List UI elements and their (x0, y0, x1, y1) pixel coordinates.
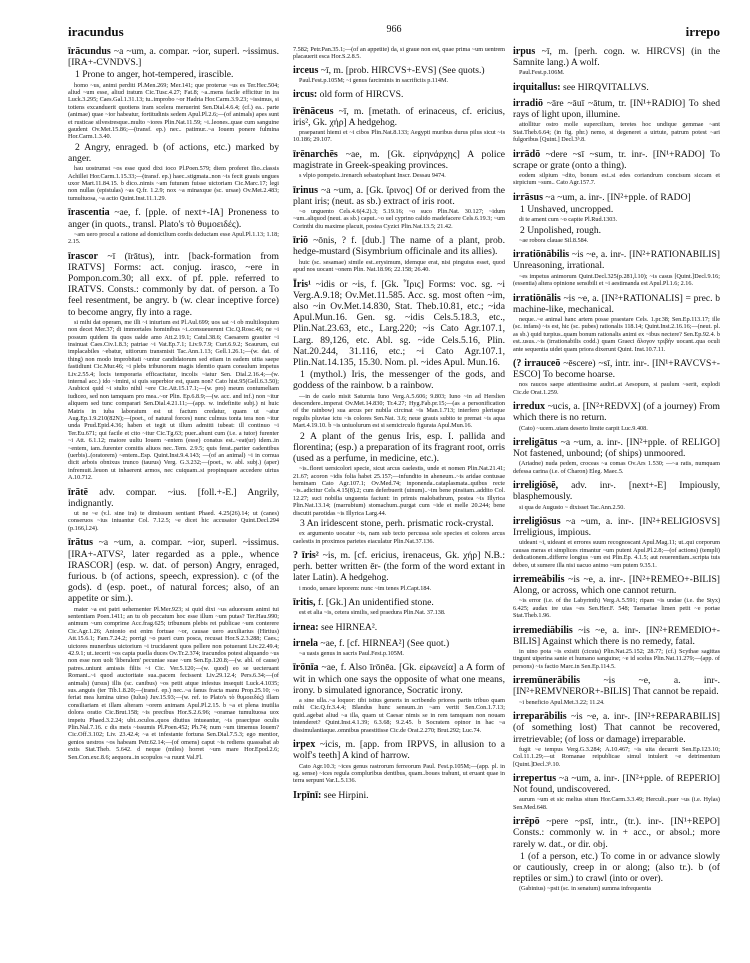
definition: ~is ~e, a. inr-. [IN²+REPARABILIS] (of something lost) That cannot be recovered, irretrievable; (of loss or damage) irreparable. (513, 711, 720, 745)
definition: ~a ~um, a. inr-. [IN²+pple. of RADO] (545, 191, 691, 203)
dictionary-entry (293, 638, 505, 658)
entry-header (513, 816, 720, 850)
dictionary-entry (293, 279, 505, 546)
citations: mater ~a est patri uehementer Pl.Mer.923; si quid dixi ~us aduorsum animi tui sententiam Poen.1411; an tu ob peccatum hoc esse illum ~um putas? Ter.Hau.990; animum ~um comprime Acc.frag.625; tribunum plebis rei publicae ~um conterere Cic.Agr.1.26; Antonio est enim fortuae ~or, causae uero auxiliarius (Hirtius) Att.15.6.1; Fam.7.24.2; porrigi ~o pueri cum posca, recusat Hor.S.2.3.288; Caes.; uictores muneribus uictorium ~i trucidarent quos pellere non potuerant Liv.22.49.4; 42.9.1; ut..tecerit ~os capta puella duces Ov.Tr.2.374; iracundos potest aliquando ~us non esse non uolt 'liberalem' pecuniae suae ~um Sen.Ep.120.8;—(w. abl. of cause) patres..uniunt amissis filiis ~i Cic. Ver.5.120;—(w. quod) eo se uecteruant Romani..~i quod auctoritate sua..pacem fecissent Liv.29.12.4; Pers.6.34;—(of animals) (ursus) illis (sc. canibus) ~os petit atque infestus insequit Luck.4.1035; sus..anguis (ter Tib.1.8.20;—(transf. ep.) nec..~a fanus fracta manu Prop.25.10; ~o feriat mea lumina uirso (Iulus) Juv.15.93;—(w. ref. to Plato's τὸ θυμοειδές) illam consiliariam et illam alteram ~orem animam Apul.Pl.2.15. b ~a et plena inutilia dolora oratio Cic.Brut.158; ~is precibus Hor.S.2.6.96; ~oramae tumultuosa uox impetu Phaed.3.2.24; ubi..oculos..quos diutius intueantur, ~is praecipue oculis Plin.Nal.7.16. c dis meis ~issumis Pl.Poen.452; Ph.74; num ~um timemus Iouem? Cic.Off.3.102; Liv. 23.42.4; ~a et infestante fortuna Sen.Dial.7.5.3; ego mentior, genios uestros ~os habeam Petr.62.14;—(of omens) caput ~is rediens quassabat ab extis Stat.Theb. 5.642. d neque (miles) horret ~um mare Hor.Epod.2.6; Sen.Con.exc.8.6; aequora..in scopulos ~a ruunt Val.Fl. (68, 605, 279, 761)
dictionary-entry (513, 98, 720, 144)
dictionary-entry (293, 622, 505, 633)
definition: ~ae, m. [Gk. εἰρηνάρχης] A police magistrate in Greek-speaking provinces. (293, 148, 506, 172)
headword: īrōnīa (293, 662, 319, 674)
entry-header (293, 106, 505, 128)
definition: adv. compar. ~ius. [foll.+-E.] Angrily, indignantly. (68, 486, 279, 509)
headword: īrācundus (68, 46, 111, 57)
entry-header (68, 251, 279, 318)
entry-header (293, 235, 505, 257)
dictionary-entry (513, 711, 720, 768)
dictionary-entry (513, 401, 720, 432)
citations: in uino pota ~is existit (cicuta) Plin.Nat.25.152; 28.77; (cf.) Scythae sagittas tingunt uiperina sanie et humano sanguine; ~e id scelus Plin.Nat.11.279;—(app. of persons) ~is factio Marc.in Sen.Ep.114.5. (513, 648, 720, 670)
citations: fugit ~e tempus Verg.G.3.284; A.10.467; ~is uita decurrit Sen.Ep.123.10; Col.11.1.29;—ut Romanae reipublicae simul intulerit ~e detrimentum [Quint.]Decl.3ᵇ.10. (513, 745, 720, 768)
dictionary-entry (513, 358, 720, 396)
citations: i modo, uenare leporem: nunc ~im tenes Pl.Capt.184. (299, 584, 432, 592)
headword: irpex (293, 739, 316, 751)
citations: hau uostrumst ~os esse quod dixi ioco Pl.Poen.579; diem proferet Ilio..classis Achillei Hor.Carm.1.15.33;—(transf. ep.) haec..stigmata..non ~is fecit grauis ungues uxor Mart.11.84.15. b dico..nimis ~am futuram fuisse uictoriam Cic.Marc.17; legi non nullas (epistulas) ~as Q.fr. 1.2.9; nox ~a minaxque (sc. ursae) Ov.Met.2.483; tumultuosa, ~a actio Quint.Inst.11.1.29. (68, 165, 279, 202)
headword: irratiōnālis (513, 292, 561, 304)
definition: ~ī (īrātus), intr. [back-formation from IRATVS] Forms: act. conjug. irasco, ~ere in Pompon.com.30; all exx. of pf. pple. referred to IRATVS. Consts.: commonly by dat. of person. a To feel resentment, be angry. b (w. clear inceptive force) to become angry, fly into a rage. (68, 250, 279, 318)
headword: īrātē (68, 486, 88, 498)
citations: uideant ~i, uideant et errores suum recognoscant Apul.Mag.11; ut..qui corporum causas meras et simplices rimantur ~um putent Apul.Pl.2.8;—(of actions) (templi) dedicationem..differre longius ~um est Plin.Ep. 4.1.5; aut reuerentiam..scripta tuis debeo, ut sumere illa nisi uacuo animo ~um putem 9.35.1. (513, 539, 720, 569)
definition: ~ucis, a. [IN²+REDVX] (of a journey) From which there is no return. (513, 401, 720, 424)
entry-header (513, 675, 720, 697)
definition: ~ae, f. [pple. of next+-IA] Proneness to anger (in quots., transl. Plato's τὸ θυμοειδές). (68, 207, 280, 230)
dictionary-entry (513, 293, 720, 353)
dictionary-entry (513, 574, 720, 620)
entry-header (513, 401, 720, 423)
dictionary-entry (513, 437, 720, 475)
dictionary-entry (293, 65, 505, 85)
sense-definition: 1 (of a person, etc.) To come in or advance slowly or cautiously, creep in or along; (also tr.). b (of reptiles or sim.) to crawl (into or over). (513, 850, 720, 885)
headword: irradiō (513, 98, 543, 110)
definition: ~a ~um, a. inr-. [IN²+RELIGIOSVS] Irreligious, impious. (513, 516, 720, 539)
sense-definition: 1 Prone to anger, hot-tempered, irascible. (75, 69, 234, 81)
running-head-last-word: irrepo (685, 24, 720, 39)
page-number: 966 (386, 24, 402, 35)
definition: ~a ~um, a. inr-. [IN²+pple. of REPERIO] Not found, undiscovered. (513, 772, 720, 796)
entry-header (293, 662, 505, 696)
citations: est et alia ~is, cetera similis, sed praedura Plin.Nat. 37.138. (299, 609, 446, 617)
entry-header (293, 89, 505, 100)
headword: irratiōnābilis (513, 249, 570, 261)
entry-header (513, 82, 720, 93)
definition: see Hirpini. (323, 789, 369, 801)
sense-definition: 2 Unpolished, rough. (520, 224, 602, 236)
definition: ~ī, m. [metath. of erinaceus, cf. ericius, iris², Gk. χήρ] A hedgehog. (293, 105, 505, 128)
definition: ~is ~e, a. inr-. [IN²+RATIONABILIS] Unreasoning, irrational. (513, 249, 720, 272)
entry-header (68, 207, 279, 229)
headword: irreligiōsē, (513, 480, 559, 492)
citations: di te ament cum ~o capite Pl.Rud.1303. (519, 216, 618, 224)
headword: ? īris² (293, 550, 319, 562)
citations: aurum ~um et sic melius situm Hor.Carm.3.3.49; Herculi..puer ~us (i.e. Hylas) Sen.Med.648. (513, 796, 720, 811)
headword: īrinus (293, 184, 319, 196)
definition: see HIRQVITALLVS. (563, 81, 649, 93)
dictionary-entry (513, 816, 720, 893)
citations: ~am uero procul a ratione ad domicilium cordis deductam esse Apul.Pl.1.13; 1.18; 2.15. (68, 230, 279, 246)
entry-header (68, 487, 279, 509)
headword: irremūnerābilis (513, 675, 581, 687)
headword: irreligiōsus (513, 516, 561, 527)
citations: ~o unguento Cels.4.6(4.2).3; 5.19.16; ~o suco Plin.Nat. 30.127; ~idum ~um..aliquod (neut. as sb.) caput..~o uel cyprino calido madefacere Cels.6.19.3; ~um Corinthi diu maxime placuit, postea Cyzici Plin.Nat.13.5; 21.42. (293, 208, 505, 230)
definition: ~āre ~āuī ~ātum, tr. [IN¹+RADIO] To shed rays of light upon, illumine. (513, 98, 720, 121)
entry-header (68, 46, 279, 68)
citations: —in de caelo misit Saturnia Iuno Verg.A.5.606; 9.803; Iuno ~in ad Herslien descendere..imperat Ov.Met.14.830; Tr.4.27; Hyg.Fab.pr.15;—(as a personification of the rainbow) sua arcus per nubila circinat ~is Man.1.713; interfero plerisque regulis pluviae ictu ~is colores Sen.Nat. 3.6; neue grauis subito te premat ~is aqua Mart.4.19.10. b ~is uniuolurum est si semicirculo figurata Apul.Mun.16. (293, 392, 505, 430)
dictionary-entry (293, 235, 505, 273)
dictionary-entry (68, 537, 279, 761)
headword: (? irrauceō (513, 357, 561, 369)
headword: īrēnāceus (293, 105, 334, 117)
citations: neque..~e animal hanc artem posse praestare Cels. 1.pr.38; Sen.Ep.113.17; ille (sc. infans) ~is est, hic (sc. pubes) rationalis 118.14; Quint.Inst.2.16.16;—(neut. pl. as sb.) quid turpius..quam bonum rationalis animi ex ~ibus nectere? Sen.Ep.92.4. b est..usus..~is (irrationabilis codd.) quam Graeci ἄλογον τριβήν uocant..qua oculi ante sequentia uidet quam priora dixerunt Quint. Inst.10.7.11. (513, 315, 720, 353)
citations: homo ~us, animi perditi Pl.Men.269; Mer.141; que proterue ~us es Ter.Hec.504; aliud ~um esse, aliud iratum Cic.Tusc.4.27; Fat.8; ~a..mens facile efficitur in ira Luck.3.295; Caes.Gal.1.31.13; tu..improbo ~or Hadria Hor.Carm.3.9.23; ~issimus, si totiens excanduerit quotiens iram scelera meruerint Sen.Dial.4.6.4; (cf.) ea.. parte (animae) quae ~ior habeatur, fortitudinis sedem Apul.Pl.2.6;—(of animals) apes sunt et rusticae silvestresque..multo ~iores Plin.Nat.11.59; ~i..leones..quae cum sanguine gaudent Ov.Met.15.86;—(transf. ep.) nec.. patimur..~a Iouem ponere fulmina Hor.Carm.1.3.40. (68, 81, 279, 141)
definition: ~ī, m. [prob. HIRCVS+-EVS] (See quots.) (320, 64, 485, 76)
headword: īritis, (293, 597, 316, 609)
entry-header (293, 790, 505, 801)
headword: īrēnarchēs (293, 148, 338, 160)
entry-header (513, 192, 720, 203)
citations: (Cato) ~ucem..uiam deserto limite carpit Luc.9.408. (519, 424, 648, 432)
citations: ex argumento uocatur ~is, nam sub tecto percussa sole species et colores arcus caelestis in proximos parietes eiaculatur Plin.Nat.37.136. (293, 530, 505, 545)
citations: ~is..floret uersicolori specie, sicut arcus caelestis, unde et nomen Plin.Nat.21.41; 21.67; acoron ~idis folia habet 25.157;—infundito in aheneum..~is aridae contusae heminam Cato Agr.107.1; Ov.Med.74; inponenda..cataplasmata..quibus recte ~is..adicitur Cels.4.15(8).2; cum deferbuerit (uinum)..~im bene pinsitam..addito Col. 12.27; suci nobilia unguenta faciunt: in primis malobathrum, postea ~is Illyrica Plin.Nat.13.14; (marrubium) stomachum..purgat cum ~ide et melle 20.244; bene discutit parotidas ~is Illyrica Larg.44. (293, 465, 505, 517)
dictionary-entry (513, 249, 720, 287)
definition: ~ae, f. [cf. HIRNEA²] (See quot.) (320, 637, 450, 649)
dictionary-entry (513, 625, 720, 671)
citations: ut ne ~e (v.l. sine ira) te dimissum sentiant Phaed. 4.25(26).14; ut (canes) conseruos ~ius intuantur Col. 7.12.5; ~e dicet hic accusator Quint.Decl.294 (p.166,l.24). (68, 510, 279, 532)
entry-header (293, 149, 505, 171)
citations: (Ariadne) nuda pedem, croceas ~a comas Ov.Ars 1.530; —~a ratis, numquam defessa carina (i.e. of Charon) Eleg. Maec.5. (513, 460, 720, 475)
dictionary-entry (293, 550, 505, 592)
citations: ~ae robora clauae Sil.8.584. (519, 236, 589, 244)
entry-header (513, 293, 720, 315)
definition: ~a ~um, a. compar. ~ior, superl. ~issimus. [IRA+-CVNDVS.] (68, 46, 279, 69)
entry-header (513, 46, 720, 68)
definition: ~ī, m. [perh. cogn. w. HIRCVS] (in the Samnite lang.) A wolf. (513, 46, 720, 69)
definition: ~is ~e, a. inr-. [IN²+REMEO+-BILIS] Along, or across, which one cannot return. (513, 574, 720, 597)
definition: see HIRNEA². (320, 621, 378, 633)
dictionary-entry (68, 46, 279, 202)
dictionary-entry (293, 185, 505, 231)
definition: ~a ~um, a. [Gk. ἴρινος] Of or derived from the plant iris; (neut. as sb.) extract of iris root. (293, 184, 506, 207)
sense-definition: 1 Unshaved, uncropped. (520, 204, 614, 216)
definition: ~ēscere) ~sī, intr. inr-. [IN¹+RAVCVS+-ESCO] To become hoarse. (513, 357, 720, 381)
definition: ~is, m. [cf. ericius, irenaceus, Gk. χήρ] N.B.: perh. better written ēr- (the form of the word extant in later Latin). A hedgehog. (293, 550, 506, 584)
dictionary-entry (513, 773, 720, 811)
citations: attollitur ostro molle supercilium, teretes hoc undique gemmae ~ant Stat.Theb.6.64; (in fig. phr.) nemo, si degeneret a uirtute, patrum potest ~ari fulgoribus [Quint.] Decl.3ᵇ.8. (513, 121, 720, 144)
running-head-first-word: iracundus (68, 24, 124, 39)
citations: huic (sc. sesamae) simile est..erysimum, idemque erat, nisi pinguius esset, quod apud nos uocant ~onem Plin. Nat.18.96; 22.158; 26.40. (293, 258, 505, 274)
entry-header (513, 773, 720, 795)
citations: praeparant hiemi et ~i cibos Plin.Nat.8.133; Aegypti muribus durus pilus sicut ~is 10.186; 29.107. (293, 129, 505, 144)
headword: irceus (293, 64, 319, 76)
sense-definition: 2 Angry, enraged. b (of actions, etc.) marked by anger. (68, 141, 279, 165)
definition: adv. inr-. [next+-E] Impiously, blasphemously. (513, 480, 720, 503)
headword: irrāsus (513, 191, 543, 203)
entry-header (293, 65, 505, 76)
definition: old form of HIRCVS. (319, 89, 404, 101)
headword: īriō (293, 235, 308, 247)
columns (68, 46, 720, 946)
dictionary-page (68, 24, 720, 946)
dictionary-entry (513, 675, 720, 706)
headword: irremediābilis (513, 624, 573, 636)
definition: ~a ~um, a. compar. ~ior, superl. ~issimus. [IRA+-ATVS², later regarded as a pple., whence IRASCOR] (esp. w. dat. of person) Angry, enraged, furious. b (of actions, speech, expression). c (of the gods). d (esp. poet., of natural forces; also, of an appetite or sim.). (68, 537, 279, 605)
dictionary-entry (68, 487, 279, 533)
headword: irrādō (513, 148, 541, 160)
citations: si mihi dat operam, me illi ~i iniurium est Pl.Aul.699; uos sat ~i ob multiloquium non decet Mer.37; di immortales hominibus ~i..consueuerunt Cic.Q.Rosc.46; ne ~i possum quidem iis quos ualde amo Att.2.19.1; Catul.38.6; Caesarem grauiter ~i insinuat Caes.Civ.1.8.3; patriae ~i Vat.Ep.7.1; Liv.9.7.9; Curt.6.9.2; Scaurum, cui implacabiles ~ebatur, uitiorum transmisit Tac.Ann.1.13; Gell.1.26.1;—(w. dat. of thing) non modo improbitati ~untur candidatorum sed etiam in eadem uitia saepe fastidiunt Cic.Mur.46; ~i plebs tribunorum magis idemtio quam consulum impetus Liv.2.55.4; locis temporaria efficacitatur, incolis ~iatur Sen. Dial.2.16.4;—(w. internal acc.) ido ~imini, si quis superbior est, quam non? Cato hist.95(Gell.6.3.50); Arabicoi quid ~i stulto nihil ~ere Cic.Att.15.17.1;—(w. pro) meum contumeliam iudiceo, sed non tamquam pro mea..~or Plin. Ep.6.8.9;—(w. acc. and inf.) non ~itur aliquem sed tunc comparari Sen.Dial.4.21.11;—(app. w. indefinite subj.) ni huic Matris in iuba laboratum est ut factum credatur, quam ut ~atur Aug.Ep.1.9.210(82N);—(poet., of natural forces) nunc culmus tonta tera non ~itur unda Prud.Epid.4.36; haben et tegit ut illum admitti iubeat: ill continuo ~i Ter.Eu.671; qui facile et cito ~itur Cic.Tg.63; puer..ahunt cum (i.e. a tutor) furenter ~i Att. 6.1.12; maiore uultu Iouem ~entem (esse) conatus est..~eat(ur) idem..in ~entem, iam..furenter comitis aliuos nec..Tem. 2.9.5; quis ferat..pariter cadentibus (uerbis)..(oratorem) ~entem..Esp. Quint.Inst.9.4.143; —(of an animal) ~i in cornua dicit arbois obnixus trunco (taurus) Verg. G.3.232;—(poet., w. abl. subj.) (aper) infremuit..leuon ut inhaerent armos, nec cuiquam..si propinquare accedere uirtus A.10.712. (68, 318, 279, 482)
definition: ~is ~e, a. inr-. [IN²+REMEDIO+-BILIS] Against which there is no remedy, fatal. (513, 624, 721, 647)
definition: ~pere ~psī, intr., (tr.). inr-. [IN¹+REPO] Consts.: commonly w. in + acc., or absol.; more rarely w. dat., or dir. obj. (513, 816, 720, 850)
headword: īrascentia (68, 207, 110, 219)
dictionary-entry (293, 106, 505, 144)
citations: Paul.Fest.p.106M. (519, 69, 565, 77)
definition: ~ōnis, ? f. [dub.] The name of a plant, prob. hedge-mustard (Sisymbrium officinale and its allies). (293, 235, 505, 258)
entry-header (513, 358, 720, 380)
citations: ~es impetus animorum Quint.Decl.325(p.281,l.10); ~is casus [Quint.]Decl.9.16; (essentia) altera opinione sensibili et ~i aestimanda est Apul.Pl.1.6; 2.16. (513, 272, 720, 288)
definition: ~icis, m. [app. from IRPVS, in allusion to a wolf's teeth] A kind of harrow. (293, 739, 505, 762)
headword: īrascor (68, 250, 98, 262)
dictionary-entry (68, 207, 279, 245)
column-3 (513, 46, 720, 898)
entry-header (513, 574, 720, 596)
entry-header (513, 249, 720, 271)
dictionary-entry (513, 149, 720, 187)
entry-header (513, 437, 720, 459)
entry-header (68, 537, 279, 604)
entry-header (513, 516, 720, 538)
entry-header (293, 550, 505, 584)
dictionary-entry (293, 662, 505, 734)
dictionary-entry (513, 516, 720, 569)
citations: ~is error (i.e. of the Labyrinth) Verg.A.5.591; ripam ~is undae (i.e. the Styx) 6.425; audax ire uias ~es Sen.Her.F. 548; Taenariae limen petit ~e portae Stat.Theb.1.96. (513, 597, 720, 620)
dictionary-entry (293, 739, 505, 785)
citations: ~a uasis genus in sacris Paul.Fest.p.105M. (299, 650, 404, 658)
definition: ~is ~e, a. inr-. [IN²+REMVNEROR+-BILIS] That cannot be repaid. (513, 675, 720, 698)
headword: ircus: (293, 89, 318, 101)
headword: Irpīnī: (293, 789, 322, 801)
dictionary-entry (293, 790, 505, 801)
dictionary-entry (293, 149, 505, 180)
entry-header (293, 279, 505, 369)
dictionary-entry (513, 192, 720, 244)
headword: irnea: (293, 621, 319, 633)
definition: ~is ~e, a. [IN²+RATIONALIS] = prec. b machine-like, mechanical. (513, 292, 721, 315)
definition: ~dere ~sī ~sum, tr. inr-. [IN¹+RADO] To scrape or grate (onto a thing). (513, 148, 721, 171)
citations: s vlpio pompeio..irenarch sebastophant Inscr. Dessau 9474. (299, 172, 446, 180)
headword: irpus (513, 46, 536, 57)
headword: Īris¹ (293, 278, 311, 290)
definition: ~idis or ~is, f. [Gk. Ἶρις] Forms: voc. sg. ~i Verg.A.9.18; Ov.Met.11.585. Acc. sg. most often ~im, also ~in Ov.Met.14.830, Stat. Theb.10.81, etc.; ~ida Apul.Mun.16. Gen. sg. ~idis Cels.5.18.3, etc., Plin.Nat.23.63, etc., Larg.220; ~is Cato Agr.107.1, Larg. 89,126, etc. Abl. sg. ~ide Cels.5.16, Plin. Nat.20.244, 31.116, etc.; ~i Cato Agr.107.1, Plin.Nat.14.135, 15.30. Nom. pl. ~ides Apul. Mun.16. (293, 278, 505, 368)
entry-header (513, 480, 720, 502)
citations: eodem silpium ~dito, bonum est..si edes coriandrum concisum siccam et sirpicium ~sum.. Cato Agr.157.7. (513, 172, 720, 187)
dictionary-entry (293, 597, 505, 617)
entry-header (293, 597, 505, 608)
headword: irreligātus (513, 436, 558, 448)
sense-definition: 2 A plant of the genus Iris, esp. I. pallida and florentina; (esp.) a preparation of its fragrant root, orris (used as a perfume, in medicine, etc.). (293, 430, 505, 464)
citations: nos raucos saepe attentissime audiri..at Aesopum, si paulum ~serit, explodi Cic.de Orat.1.259. (513, 381, 720, 396)
citations: (Gabinius) ~psit (sc. in senatum) summa infrequentia (519, 885, 652, 893)
headword: irremeābilis (513, 574, 565, 586)
dictionary-entry (513, 480, 720, 511)
entry-header (293, 638, 505, 649)
citations: ~i beneficio Apul.Met.3.22; 11.24. (519, 698, 605, 706)
headword: irrēpō (513, 816, 540, 828)
definition: ~ae, f. Also īrōnēa. [Gk. εἰρωνεία] a A form of wit in which one says the opposite of what one means, irony. b simulated ignorance, Socratic irony. (293, 662, 505, 696)
headword: irredux (513, 401, 546, 413)
citations: si qua de Augusto ~ dixisset Tac.Ann.2.50. (519, 503, 625, 511)
entry-header (513, 98, 720, 120)
running-head (68, 24, 720, 42)
sense-definition: 1 (mythol.) Iris, the messenger of the gods, and goddess of the rainbow. b a rainbow. (293, 369, 505, 392)
citations: Paul.Fest.p.105M; ~i genus farciminis in sacrificiis p.114M. (299, 77, 449, 85)
entry-header (293, 622, 505, 633)
entry-header (513, 149, 720, 171)
headword: irquitallus: (513, 81, 561, 93)
dictionary-entry (293, 89, 505, 100)
headword: irnela (293, 637, 318, 649)
continued-citations: 7.582; Petr.Pan.35.1;—(of an appetite) da, si graue non est, quae prima ~um uentrem placauerit esca Hor.S.2.8.5. (293, 46, 505, 61)
dictionary-entry (68, 251, 279, 482)
dictionary-entry (513, 46, 720, 77)
dictionary-entry (513, 82, 720, 93)
entry-header (293, 739, 505, 761)
definition: f. [Gk.] An unidentified stone. (317, 597, 434, 609)
citations: a sine ulla..~a loquor: tibi istius generis in scribendo priores partis tribuo quam mihi Cic.Q.fr.3.4.4; Blandus hunc sensum..in ~am vertit Sen.Con.1.7.13; quid..agebat aliud ~a illa, quam ut Caesar nimis se in rem tamquam non nouam intenderet? Quint.Inst.4.1.39; 6.3.68; 9.2.45. b Socratem opinor in hac ~a dissimulantiaque..omnibus praestitisse Cic.de Orat.2.270; Brut.292; Luc.74. (293, 697, 505, 734)
citations: Cato Agr.10.3; ~ices genus rastrorum ferreorum Paul. Fest.p.105M;—(app. pl. in sg. sense) ~ices regula compluribus dentibus, quam..boues trahunt, ut eruant quae in terra serpunt Var.L.5.136. (293, 762, 505, 785)
headword: īrātus (68, 537, 93, 549)
definition: ~a ~um, a. inr-. [IN²+pple. of RELIGO] Not fastened, unbound; (of ships) unmoored. (513, 436, 720, 460)
column-1 (68, 46, 279, 766)
headword: irrepertus (513, 772, 557, 784)
entry-header (293, 185, 505, 207)
entry-header (513, 711, 720, 745)
column-2 (293, 46, 505, 806)
headword: irreparābilis (513, 711, 567, 723)
sense-definition: 3 An iridescent stone, perh. prismatic rock-crystal. (300, 518, 494, 530)
entry-header (513, 625, 720, 647)
